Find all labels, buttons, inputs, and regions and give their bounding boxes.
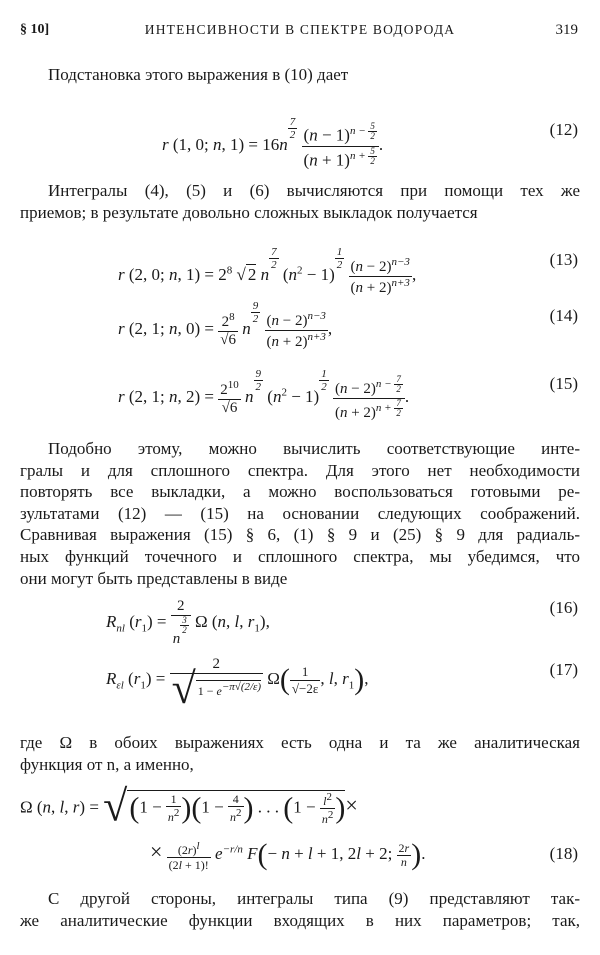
paragraph-2 — [20, 180, 580, 223]
equation-18: Ω (n, l, r) = √(1 − $\frac{1}{n2}$ )(1 − $\frac{4}{n2}$ ) . . . (1 − $\frac{l2}{n2}$ )× × $\frac{(2r)l}{(2l + 1)!}$ $e^{-r/n}$ F(− n + l + 1, 2l + 2; $\frac{2r}{n}$ ). (18) — [20, 781, 578, 872]
text-line: Интегралы (4), (5) и (6) вычисляются при помощи тех же — [48, 181, 580, 200]
text-line: повторять все выкладки, а можно воспользоваться готовыми ре- — [20, 482, 580, 502]
equation-number: (18) — [549, 844, 578, 863]
text-line: же аналитические функции входящих в них параметров; так, — [20, 910, 580, 930]
text-line: функция от n, а именно, — [20, 754, 194, 774]
text-line: ных функций точечного и сплошного спектра, мы убедимся, что — [20, 546, 580, 566]
equation-15: r (2, 1; n, 2) = $\frac{2^{10}}{√6}$ n $\frac{9}{2}$ $(n^2 - 1)$ $\frac{1}{2}$ $(n - 2)^{n - \frac{7}{2}}$ $(n + 2)^{n + \frac{7}{2}}$ . (15) — [118, 368, 578, 421]
equation-17: $R_{\varepsilon l}$ $(r_1)$ = $\frac{2}{√ 1 - e-\pi√(2/\varepsilon)}$ Ω( $\frac{1}{√-2\varepsilon}$ , l, $r_1$), (17) — [106, 656, 578, 713]
equation-number: (17) — [549, 660, 578, 679]
text-line: Подобно этому, можно вычислить соответствующие инте- — [48, 439, 580, 458]
equation-number: (15) — [549, 374, 578, 393]
text-line: С другой стороны, интегралы типа (9) представляют так- — [48, 889, 580, 908]
page-number: 319 — [555, 22, 578, 38]
text-line: приемов; в результате довольно сложных выкладок получается — [20, 202, 478, 222]
paragraph-5 — [20, 888, 580, 931]
equation-16: $R_{nl}$ $(r_1)$ = 2 n $\frac{3}{2}$ Ω (n, l, $r_1$), (16) — [106, 598, 578, 647]
text-line: Подстановка этого выражения в (10) дает — [48, 65, 349, 84]
equation-number: (12) — [549, 120, 578, 139]
equation-13: r (2, 0; n, $1) = 2^8$ √ 2 n $\frac{7}{2}$ $(n^2 - 1)$ $\frac{1}{2}$ $\frac{(n - 2)^{n-3}}{(n + 2)^{n+3}}$ , (13) — [118, 246, 578, 296]
equation-12: r (1, 0; n, 1) = 16n $\frac{7}{2}$ $(n - 1)^{n - \frac{5}{2}}$ $(n + 1)^{n + \frac{5}{2}}$ . (12) — [162, 116, 578, 170]
text-line: зультатами (12) — (15) на основании следующих соображений. — [20, 503, 580, 523]
running-header — [0, 22, 600, 46]
running-title: ИНТЕНСИВНОСТИ В СПЕКТРЕ ВОДОРОДА — [144, 22, 456, 37]
equation-number: (16) — [549, 598, 578, 617]
text-line: где Ω в обоих выражениях есть одна и та же аналитическая — [20, 733, 580, 752]
section-ref: § 10] — [20, 22, 50, 37]
equation-14: r (2, 1; n, 0) = $\frac{2^8}{√6}$ n $\frac{9}{2}$ $\frac{(n - 2)^{n-3}}{(n + 2)^{n+3}}$ , (14) — [118, 300, 578, 350]
text-line: они могут быть представлены в виде — [20, 568, 288, 588]
paragraph-4 — [20, 732, 580, 775]
paragraph-3 — [20, 438, 580, 589]
paragraph-1 — [20, 64, 600, 86]
text-line: гралы и для сплошного спектра. Для этого нет необходимости — [20, 460, 580, 480]
equation-number: (14) — [549, 306, 578, 325]
equation-number: (13) — [549, 250, 578, 269]
text-line: Сравнивая выражения (15) § 6, (1) § 9 и (25) § 9 для радиаль- — [20, 525, 580, 545]
